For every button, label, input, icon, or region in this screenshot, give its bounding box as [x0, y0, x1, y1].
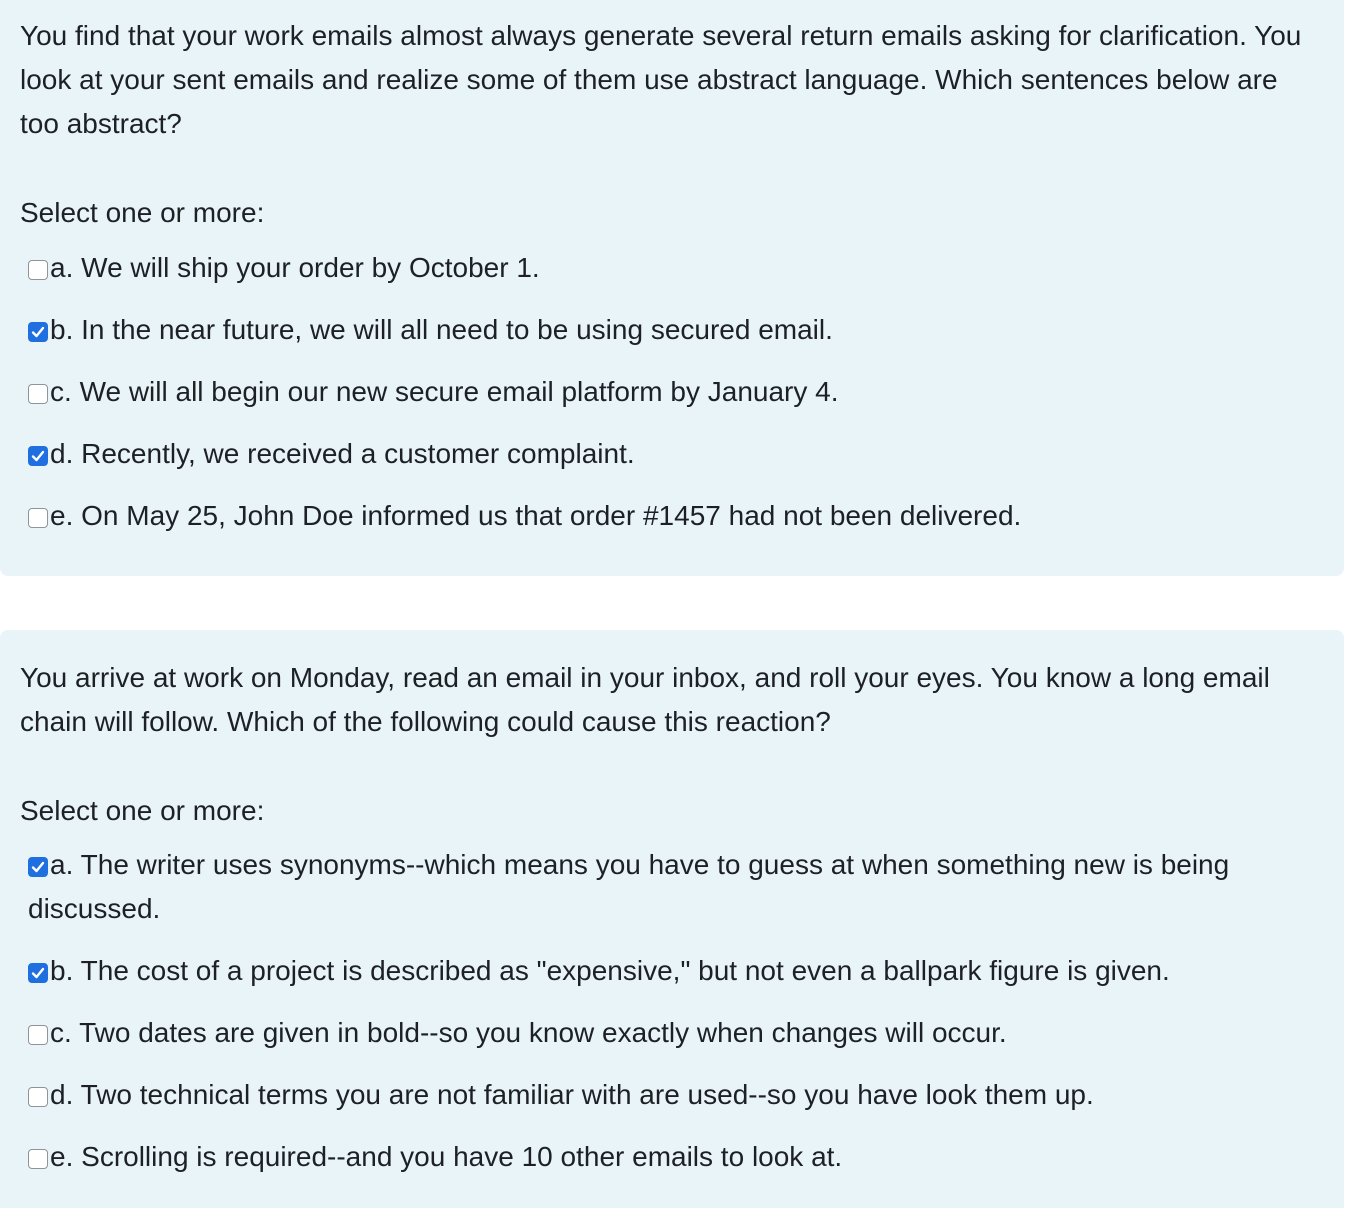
answer-letter: b.: [50, 314, 74, 345]
answer-letter: a.: [50, 252, 74, 283]
answer-checkbox[interactable]: [28, 857, 48, 877]
checkmark-icon: [31, 860, 45, 874]
question-2-answer-list: [28, 843, 1328, 1197]
question-2-answer-e[interactable]: [28, 1135, 1328, 1179]
question-1-answer-b[interactable]: [28, 308, 1328, 352]
answer-checkbox[interactable]: [28, 1087, 48, 1107]
answer-checkbox[interactable]: [28, 1149, 48, 1169]
question-2-answer-c[interactable]: [28, 1011, 1328, 1055]
answer-letter: e.: [50, 500, 74, 531]
answer-letter: c.: [50, 1017, 72, 1048]
answer-checkbox[interactable]: [28, 446, 48, 466]
question-2-prompt: You arrive at work on Monday, read an email in your inbox, and roll your eyes. You know a long email chain will follow. Which of the following could cause this reaction?: [20, 662, 1270, 737]
answer-checkbox[interactable]: [28, 322, 48, 342]
question-1-card: [0, 0, 1344, 576]
answer-text: The cost of a project is described as "expensive," but not even a ballpark figure is given.: [80, 955, 1170, 986]
question-1-answer-d[interactable]: [28, 432, 1328, 476]
answer-text: Two dates are given in bold--so you know exactly when changes will occur.: [79, 1017, 1007, 1048]
answer-checkbox[interactable]: [28, 508, 48, 528]
checkmark-icon: [31, 449, 45, 463]
answer-text: Two technical terms you are not familiar with are used--so you have look them up.: [80, 1079, 1094, 1110]
question-2-instruction: Select one or more:: [20, 795, 265, 826]
answer-letter: c.: [50, 376, 72, 407]
question-1-answer-e[interactable]: [28, 494, 1328, 538]
answer-letter: a.: [50, 849, 74, 880]
answer-checkbox[interactable]: [28, 963, 48, 983]
answer-letter: b.: [50, 955, 74, 986]
question-1-answer-list: [28, 246, 1328, 556]
question-1-answer-a[interactable]: [28, 246, 1328, 290]
question-2-answer-b[interactable]: [28, 949, 1328, 993]
answer-checkbox[interactable]: [28, 384, 48, 404]
answer-text: We will ship your order by October 1.: [81, 252, 540, 283]
answer-letter: d.: [50, 438, 74, 469]
question-1-answer-c[interactable]: [28, 370, 1328, 414]
question-2-card: [0, 630, 1344, 1208]
answer-text: In the near future, we will all need to be using secured email.: [81, 314, 833, 345]
answer-letter: d.: [50, 1079, 74, 1110]
answer-text: The writer uses synonyms--which means you have to guess at when something new is being discussed.: [28, 849, 1230, 924]
checkmark-icon: [31, 325, 45, 339]
answer-checkbox[interactable]: [28, 1025, 48, 1045]
question-2-answer-a[interactable]: [28, 843, 1328, 931]
answer-text: Scrolling is required--and you have 10 other emails to look at.: [81, 1141, 843, 1172]
checkmark-icon: [31, 966, 45, 980]
question-1-instruction: Select one or more:: [20, 197, 265, 228]
answer-text: We will all begin our new secure email platform by January 4.: [79, 376, 839, 407]
question-1-prompt: You find that your work emails almost always generate several return emails asking for clarification. You look at your sent emails and realize some of them use abstract language. Which sentences below are too abstract?: [20, 20, 1302, 139]
answer-text: On May 25, John Doe informed us that order #1457 had not been delivered.: [81, 500, 1022, 531]
answer-text: Recently, we received a customer complaint.: [81, 438, 635, 469]
answer-letter: e.: [50, 1141, 74, 1172]
question-2-answer-d[interactable]: [28, 1073, 1328, 1117]
answer-checkbox[interactable]: [28, 260, 48, 280]
